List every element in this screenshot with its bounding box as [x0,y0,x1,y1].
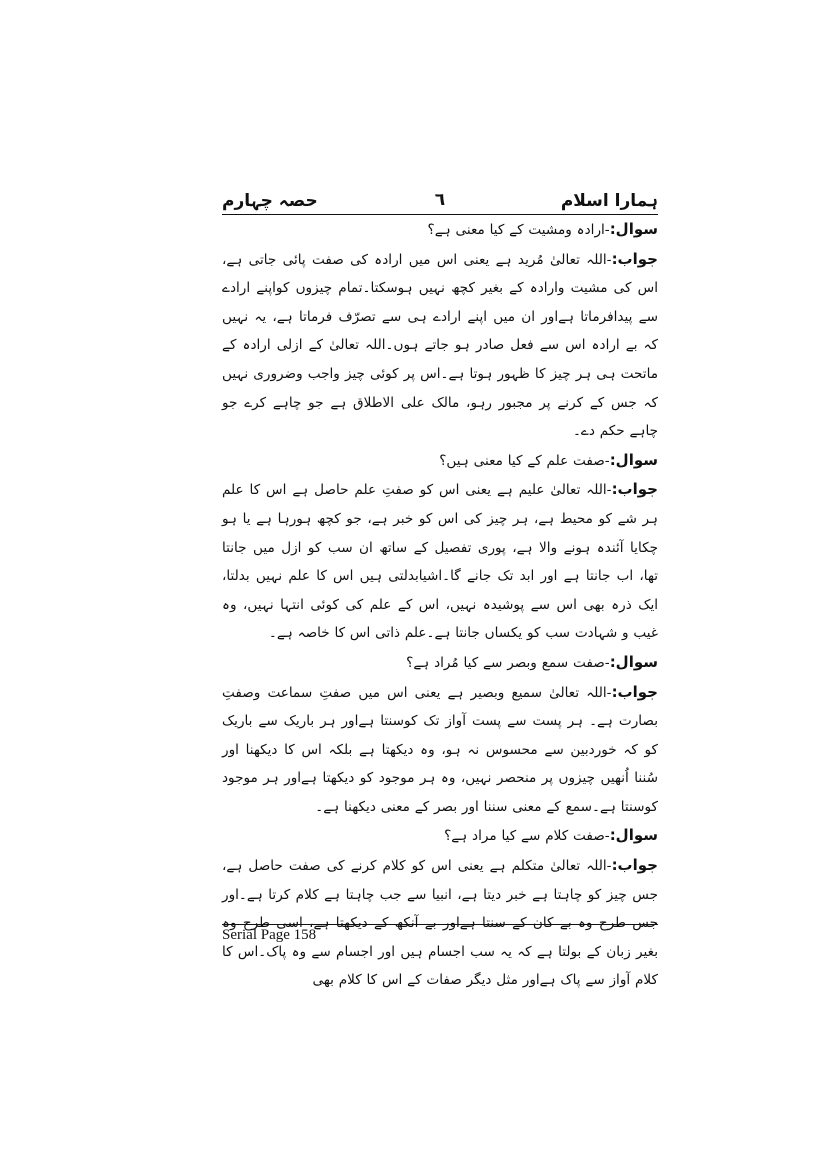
answer-2 [222,475,658,648]
question-label: سوال: [609,652,658,671]
question-text: -ارادہ ومشیت کے کیا معنی ہے؟ [427,222,610,238]
answer-text: -اللہ تعالیٰ سمیع وبصیر ہے یعنی اس میں صفتِ سماعت وصفتِ بصارت ہے۔ ہر پست سے پست آواز تک کوسنتا ہےاور ہر باریک سے باریک کو کہ خوردبین سے محسوس نہ ہو، وہ دیکھتا ہے بلکہ اس کا دیکھنا اور سُننا اُنھیں چیزوں پر منحصر نہیں، وہ ہر موجود کو دیکھتا ہےاور ہر موجود کوسنتا ہے۔سمع کے معنی سننا اور بصر کے معنی دیکھنا ہے۔ [222,684,658,815]
question-3 [222,648,658,678]
page-number: ٦ [434,190,446,210]
question-label: سوال: [609,826,658,845]
main-text [222,215,658,995]
question-label: سوال: [609,450,658,469]
question-text: -صفت علم کے کیا معنی ہیں؟ [439,452,610,469]
serial-page-label: Serial Page 158 [222,927,317,943]
part-label: حصہ چہارم [222,191,318,211]
running-header [222,190,658,214]
answer-text: -اللہ تعالیٰ متکلم ہے یعنی اس کو کلام کرنے کی صفت حاصل ہے، جس چیز کو چاہتا ہے خبر دیتا ہے، انبیا سے جب چاہتا ہے کلام کرتا ہے۔اور جس طرح وہ بے کان کے سنتا ہےاور بے آنکھ کے دیکھتا ہے، اسی طرح وہ بغیر زبان کے بولتا ہے کہ یہ سب اجسام ہیں اور اجسام سے وہ پاک۔اس کا کلام آواز سے پاک ہےاور مثل دیگر صفات کے اس کا کلام بھی [222,858,658,989]
page-footer [222,924,658,944]
answer-text: -اللہ تعالیٰ علیم ہے یعنی اس کو صفتِ علم حاصل ہے اس کا علم ہر شے کو محیط ہے، ہر چیز کی اس کو خبر ہے، جو کچھ ہورہا ہے یا ہو چکایا آئندہ ہونے والا ہے، پوری تفصیل کے ساتھ ان سب کو ازل میں جانتا تھا، اب جانتا ہے اور ابد تک جانے گا۔اشیابدلتی ہیں اس کا علم نہیں بدلتا، ایک ذرہ بھی اس سے پوشیدہ نہیں، اس کے علم کی کوئی انتہا نہیں، وہ غیب و شہادت سب کو یکساں جانتا ہے۔علم ذاتی اس کا خاصہ ہے۔ [222,482,658,642]
book-title: ہمارا اسلام [560,191,658,211]
answer-label: جواب: [611,856,658,875]
footer-rule [222,924,658,925]
question-label: سوال: [609,220,658,238]
question-text: -صفت کلام سے کیا مراد ہے؟ [444,828,610,845]
answer-text: -اللہ تعالیٰ مُرید ہے یعنی اس میں ارادہ کی صفت پائی جاتی ہے، اس کی مشیت وارادہ کے بغیر کچھ نہیں ہوسکتا۔تمام چیزوں کواپنے ارادے سے پیدافرماتا ہےاور ان میں اپنے ارادے ہی سے تصرّف فرماتا ہے، یہ نہیں کہ بے ارادہ اس سے فعل صادر ہو جاتے ہوں۔اللہ تعالیٰ کے ازلی ارادہ کے ماتحت ہی ہر چیز کا ظہور ہوتا ہے۔اس پر کوئی چیز واجب وضروری نہیں کہ جس کے کرنے پر مجبور رہو، مالک علی الاطلاق ہے جو چاہے کرے جو چاہے حکم دے۔ [222,251,658,440]
question-2 [222,446,658,476]
answer-label: جواب: [611,480,658,499]
answer-label: جواب: [611,682,658,701]
question-1 [222,215,658,245]
page-body [222,190,658,989]
question-text: -صفت سمع وبصر سے کیا مُراد ہے؟ [406,654,610,671]
answer-3 [222,678,658,822]
answer-1 [222,245,658,446]
question-4 [222,821,658,851]
answer-label: جواب: [611,249,658,268]
